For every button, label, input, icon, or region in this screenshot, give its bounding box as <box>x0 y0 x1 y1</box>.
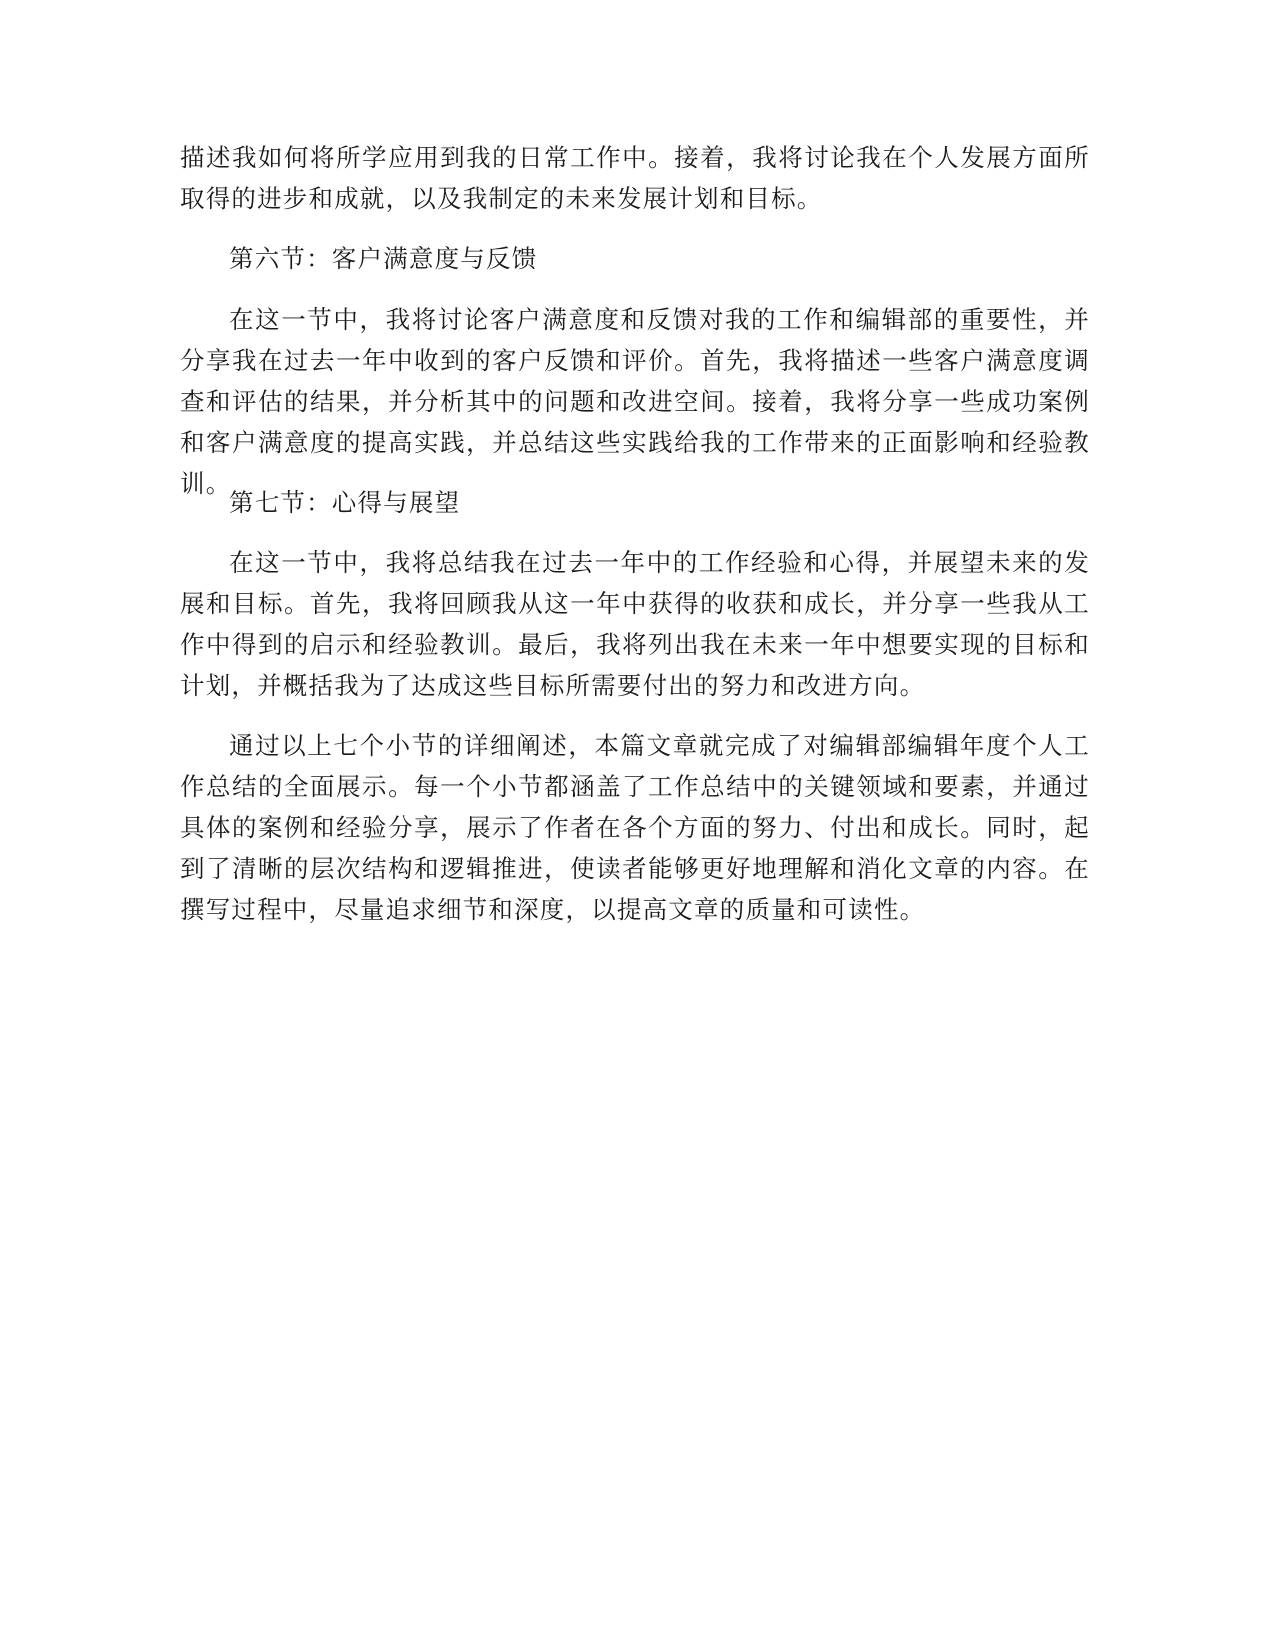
paragraph-continuation: 描述我如何将所学应用到我的日常工作中。接着，我将讨论我在个人发展方面所取得的进步和成就，以及我制定的未来发展计划和目标。 <box>180 143 1090 213</box>
document-page <box>180 0 1090 1650</box>
section-heading-7: 第七节：心得与展望 <box>229 488 461 517</box>
paragraph-section-6: 在这一节中，我将讨论客户满意度和反馈对我的工作和编辑部的重要性，并分享我在过去一年中收到的客户反馈和评价。首先，我将描述一些客户满意度调查和评估的结果，并分析其中的问题和改进空间。接着，我将分享一些成功案例和客户满意度的提高实践，并总结这些实践给我的工作带来的正面影响和经验教训。 <box>180 305 1090 498</box>
paragraph-conclusion: 通过以上七个小节的详细阐述，本篇文章就完成了对编辑部编辑年度个人工作总结的全面展示。每一个小节都涵盖了工作总结中的关键领域和要素，并通过具体的案例和经验分享，展示了作者在各个方面的努力、付出和成长。同时，起到了清晰的层次结构和逻辑推进，使读者能够更好地理解和消化文章的内容。在撰写过程中，尽量追求细节和深度，以提高文章的质量和可读性。 <box>180 731 1090 924</box>
paragraph-section-7: 在这一节中，我将总结我在过去一年中的工作经验和心得，并展望未来的发展和目标。首先，我将回顾我从这一年中获得的收获和成长，并分享一些我从工作中得到的启示和经验教训。最后，我将列出我在未来一年中想要实现的目标和计划，并概括我为了达成这些目标所需要付出的努力和改进方向。 <box>180 548 1090 700</box>
section-heading-6: 第六节：客户满意度与反馈 <box>229 244 538 273</box>
